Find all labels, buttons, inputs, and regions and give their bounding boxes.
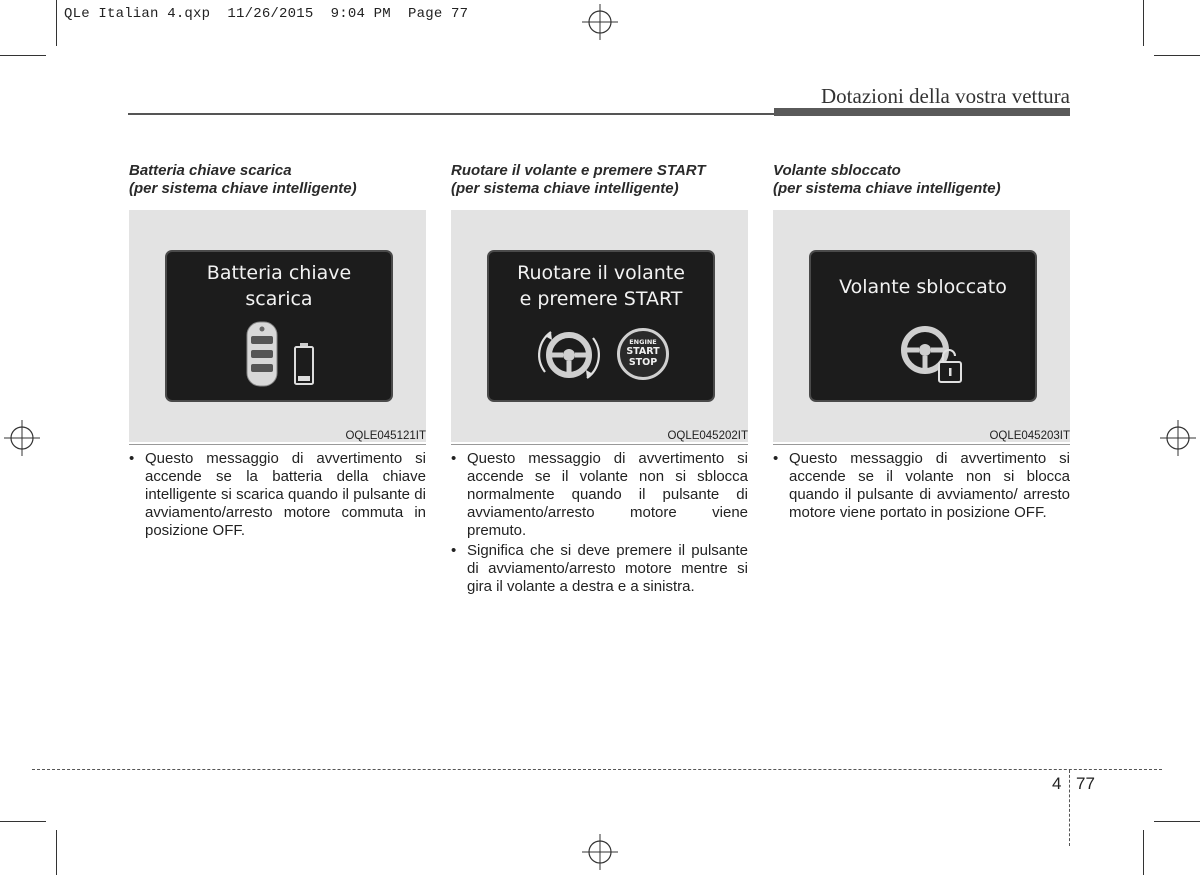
lcd-figure: [773, 210, 1070, 442]
heading-line: (per sistema chiave intelligente): [129, 180, 357, 197]
heading-line: Ruotare il volante e premere START: [451, 162, 706, 179]
button-label: ENGINE: [629, 338, 657, 346]
button-label: STOP: [628, 357, 658, 368]
registration-mark-icon: [1160, 420, 1196, 456]
button-label: START: [626, 346, 660, 357]
footer-dashed-divider: [1069, 770, 1070, 846]
crop-mark: [56, 830, 57, 875]
registration-mark-icon: [582, 834, 618, 870]
display-message: Batteria chiave scarica: [206, 262, 352, 310]
section-title: Dotazioni della vostra vettura: [821, 84, 1070, 108]
figure-divider: [773, 444, 1070, 445]
crop-mark: [0, 55, 46, 56]
figure-code: OQLE045121IT: [345, 430, 426, 442]
heading-line: Volante sbloccato: [773, 162, 901, 179]
footer-dashed-rule: [32, 769, 1162, 770]
figure-code: OQLE045202IT: [667, 430, 748, 442]
cluster-display: [487, 250, 715, 402]
page-number: 77: [1076, 774, 1095, 793]
heading-line: Batteria chiave scarica: [129, 162, 292, 179]
header-rule-thick: [774, 108, 1070, 116]
column-heading: [773, 162, 1070, 198]
crop-mark: [1154, 55, 1200, 56]
bullet-list: [129, 450, 426, 542]
display-message: Volante sbloccato: [839, 276, 1007, 298]
crop-mark: [1143, 830, 1144, 875]
engine-start-stop-icon: [617, 328, 669, 380]
registration-mark-icon: [582, 4, 618, 40]
figure-divider: [451, 444, 748, 445]
battery-low-icon: [293, 342, 315, 386]
crop-mark: [1154, 821, 1200, 822]
display-message: Ruotare il volante e premere START: [517, 262, 685, 310]
figure-code: OQLE045203IT: [989, 430, 1070, 442]
steering-wheel-unlock-icon: [891, 320, 971, 388]
lcd-figure: [129, 210, 426, 442]
crop-mark: [0, 821, 46, 822]
column-turn-wheel: [451, 162, 748, 595]
crop-mark: [1143, 0, 1144, 46]
smart-key-icon: [241, 320, 285, 388]
list-item: • Questo messaggio di avvertimento si accende se il volante non si blocca quando il pulsante di avviamento/ arresto motore viene portato in posizione OFF.: [773, 450, 1070, 522]
heading-line: (per sistema chiave intelligente): [773, 180, 1001, 197]
registration-mark-icon: [4, 420, 40, 456]
column-battery-low: [129, 162, 426, 539]
lcd-figure: [451, 210, 748, 442]
list-item: • Questo messaggio di avvertimento si accende se la batteria della chiave intelligente si scarica quando il pulsante di avviamento/arresto motore commuta in posizione OFF.: [129, 450, 426, 540]
column-wheel-unlocked: [773, 162, 1070, 521]
column-heading: [129, 162, 426, 198]
steering-wheel-rotate-icon: [531, 322, 607, 388]
column-heading: [451, 162, 748, 198]
heading-line: (per sistema chiave intelligente): [451, 180, 679, 197]
list-item: • Significa che si deve premere il pulsante di avviamento/arresto motore mentre si gira il volante a destra e a sinistra.: [451, 542, 748, 596]
print-slug: QLe Italian 4.qxp 11/26/2015 9:04 PM Page 77: [64, 6, 469, 22]
chapter-number: 4: [1052, 774, 1062, 793]
figure-divider: [129, 444, 426, 445]
bullet-list: [773, 450, 1070, 524]
header-rule: [128, 113, 774, 115]
list-item: • Questo messaggio di avvertimento si accende se il volante non si sblocca normalmente quando il pulsante di avviamento/arresto motore viene premuto.: [451, 450, 748, 540]
bullet-list: [451, 450, 748, 598]
cluster-display: [809, 250, 1037, 402]
cluster-display: [165, 250, 393, 402]
crop-mark: [56, 0, 57, 46]
